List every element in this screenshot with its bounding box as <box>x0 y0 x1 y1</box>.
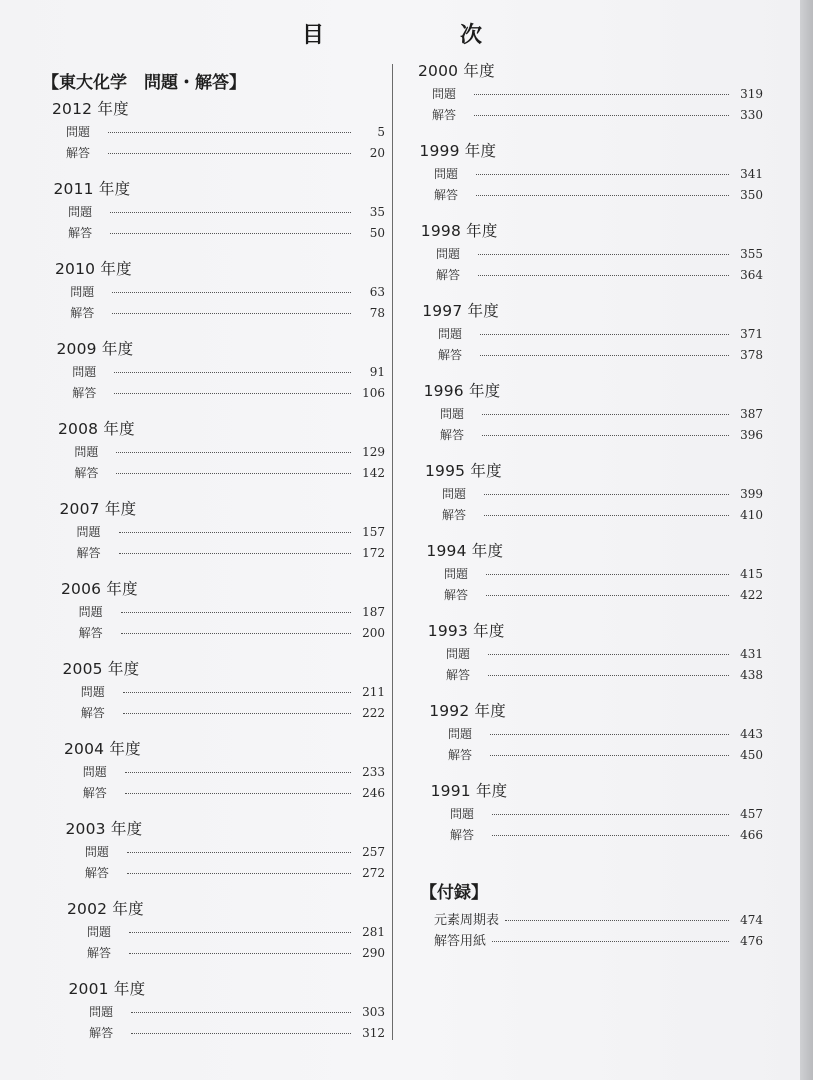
entry-label: 問題 <box>84 845 109 859</box>
year-block <box>426 540 763 606</box>
dot-leader <box>488 674 729 676</box>
year-title: 1995 年度 <box>425 462 502 480</box>
entry-label: 解答 <box>66 146 91 160</box>
dot-leader <box>478 274 729 276</box>
entry-page-number: 35 <box>369 205 385 219</box>
entry-page-number: 5 <box>377 125 385 139</box>
dot-leader <box>129 931 351 933</box>
entry-label: 問題 <box>76 525 101 539</box>
entry-label: 解答 <box>432 108 457 122</box>
entry-page-number: 355 <box>740 247 763 261</box>
dot-leader <box>484 493 729 495</box>
entry-label: 解答 <box>437 348 462 362</box>
dot-leader <box>112 312 351 314</box>
entry-page-number: 233 <box>362 765 385 779</box>
year-block <box>69 978 386 1044</box>
entry-page-number: 450 <box>740 748 763 762</box>
dot-leader <box>119 552 352 554</box>
toc-entry <box>70 303 385 324</box>
year-block <box>58 418 385 484</box>
year-block <box>419 140 763 206</box>
dot-leader <box>492 813 729 815</box>
entry-page-number: 319 <box>740 87 763 101</box>
entry-page-number: 303 <box>362 1005 385 1019</box>
year-block <box>63 658 386 724</box>
entry-label: 問題 <box>68 205 93 219</box>
year-block <box>431 780 763 846</box>
year-title: 1996 年度 <box>423 382 501 400</box>
year-block <box>54 178 386 244</box>
dot-leader <box>484 514 729 516</box>
entry-label: 解答用紙 <box>434 934 487 949</box>
entry-page-number: 290 <box>362 946 385 960</box>
year-block <box>66 818 386 884</box>
entry-label: 解答 <box>433 188 458 202</box>
column-divider <box>392 64 393 1040</box>
dot-leader <box>123 691 351 693</box>
year-title: 2009 年度 <box>56 340 134 358</box>
year-title: 2007 年度 <box>59 500 137 518</box>
toc-entry <box>434 164 763 185</box>
entry-label: 解答 <box>445 668 470 682</box>
entry-label: 問題 <box>89 1005 114 1019</box>
toc-entry <box>74 442 385 463</box>
entry-page-number: 129 <box>362 445 385 459</box>
year-block <box>428 620 763 686</box>
entry-page-number: 187 <box>362 605 385 619</box>
toc-entry <box>77 522 386 543</box>
entry-label: 解答 <box>68 226 93 240</box>
entry-label: 問題 <box>80 685 105 699</box>
entry-page-number: 410 <box>740 508 763 522</box>
toc-entry <box>440 404 763 425</box>
entry-label: 解答 <box>447 748 472 762</box>
entry-label: 問題 <box>70 285 95 299</box>
toc-left-column <box>40 70 385 1044</box>
dot-leader <box>114 392 351 394</box>
entry-label: 問題 <box>442 487 467 501</box>
section-header-appendix: 【付録】 <box>420 883 488 903</box>
entry-label: 問題 <box>82 765 107 779</box>
entry-page-number: 474 <box>740 913 763 927</box>
dot-leader <box>490 754 729 756</box>
toc-entry <box>448 745 763 766</box>
entry-page-number: 106 <box>362 386 385 400</box>
entry-label: 解答 <box>89 1026 114 1040</box>
toc-entry <box>432 105 763 126</box>
appendix-section <box>418 880 763 952</box>
dot-leader <box>125 771 351 773</box>
entry-label: 問題 <box>74 445 99 459</box>
year-block <box>421 220 763 286</box>
year-block <box>61 578 385 644</box>
year-title: 2010 年度 <box>55 260 132 278</box>
toc-entry <box>87 922 385 943</box>
year-title: 1997 年度 <box>422 302 499 320</box>
entry-page-number: 396 <box>740 428 763 442</box>
year-title: 1991 年度 <box>430 782 508 800</box>
dot-leader <box>108 152 351 154</box>
entry-label: 解答 <box>442 508 467 522</box>
dot-leader <box>490 733 729 735</box>
toc-entry <box>444 564 763 585</box>
entry-page-number: 281 <box>362 925 385 939</box>
dot-leader <box>116 451 351 453</box>
dot-leader <box>110 232 351 234</box>
toc-entry <box>442 484 763 505</box>
toc-entry <box>436 244 763 265</box>
toc-entry <box>68 223 385 244</box>
year-title: 2008 年度 <box>58 420 135 438</box>
section-header-exams: 【東大化学 問題・解答】 <box>42 73 246 93</box>
entry-label: 元素周期表 <box>434 913 500 928</box>
entry-page-number: 364 <box>740 268 763 282</box>
entry-label: 問題 <box>443 567 468 581</box>
dot-leader <box>480 354 729 356</box>
entry-label: 問題 <box>72 365 97 379</box>
year-title: 2012 年度 <box>52 100 129 118</box>
toc-entry <box>77 543 386 564</box>
toc-entry <box>442 505 763 526</box>
dot-leader <box>108 131 351 133</box>
entry-page-number: 20 <box>369 146 385 160</box>
toc-entry <box>89 1023 385 1044</box>
dot-leader <box>492 834 729 836</box>
entry-label: 解答 <box>84 866 109 880</box>
year-title: 2005 年度 <box>62 660 140 678</box>
entry-page-number: 312 <box>362 1026 385 1040</box>
dot-leader <box>125 792 351 794</box>
entry-page-number: 63 <box>369 285 385 299</box>
toc-entry <box>432 84 763 105</box>
year-block <box>425 460 763 526</box>
dot-leader <box>488 653 729 655</box>
appendix-entry-list <box>418 910 763 952</box>
toc-entry <box>79 623 385 644</box>
toc-entry <box>79 602 385 623</box>
dot-leader <box>476 194 729 196</box>
entry-page-number: 172 <box>362 546 385 560</box>
entry-page-number: 142 <box>362 466 385 480</box>
dot-leader <box>482 434 729 436</box>
entry-page-number: 246 <box>362 786 385 800</box>
dot-leader <box>505 919 729 921</box>
entry-page-number: 272 <box>362 866 385 880</box>
entry-page-number: 387 <box>740 407 763 421</box>
dot-leader <box>486 573 729 575</box>
entry-label: 解答 <box>82 786 107 800</box>
year-block <box>57 338 386 404</box>
dot-leader <box>127 851 351 853</box>
entry-page-number: 50 <box>369 226 385 240</box>
year-block <box>64 738 385 804</box>
year-title: 2002 年度 <box>67 900 144 918</box>
year-title: 2003 年度 <box>65 820 143 838</box>
entry-label: 解答 <box>87 946 112 960</box>
year-title: 2001 年度 <box>68 980 146 998</box>
dot-leader <box>121 611 351 613</box>
toc-entry <box>436 265 763 286</box>
year-block <box>60 498 386 564</box>
entry-page-number: 330 <box>740 108 763 122</box>
dot-leader <box>492 940 729 942</box>
toc-entry <box>70 282 385 303</box>
toc-entry <box>434 931 763 952</box>
toc-entry <box>66 143 385 164</box>
toc-right-column <box>418 60 763 952</box>
dot-leader <box>114 371 351 373</box>
page-edge-shadow <box>800 0 813 1080</box>
year-block <box>55 258 385 324</box>
toc-entry <box>438 345 763 366</box>
entry-page-number: 466 <box>740 828 763 842</box>
year-title: 1994 年度 <box>426 542 504 560</box>
toc-entry <box>81 703 385 724</box>
entry-label: 問題 <box>66 125 91 139</box>
year-block <box>424 380 763 446</box>
toc-entry <box>74 463 385 484</box>
entry-label: 解答 <box>435 268 460 282</box>
dot-leader <box>478 253 729 255</box>
toc-entry <box>83 783 385 804</box>
entry-page-number: 476 <box>740 934 763 948</box>
entry-label: 問題 <box>449 807 474 821</box>
dot-leader <box>129 952 351 954</box>
entry-page-number: 222 <box>362 706 385 720</box>
dot-leader <box>127 872 351 874</box>
year-title: 2006 年度 <box>61 580 138 598</box>
entry-page-number: 415 <box>740 567 763 581</box>
dot-leader <box>474 93 729 95</box>
toc-entry <box>85 842 385 863</box>
dot-leader <box>474 114 729 116</box>
year-title: 1993 年度 <box>427 622 505 640</box>
dot-leader <box>112 291 351 293</box>
toc-entry <box>444 585 763 606</box>
entry-label: 問題 <box>87 925 112 939</box>
dot-leader <box>123 712 351 714</box>
left-year-list <box>40 98 385 1044</box>
entry-label: 問題 <box>435 247 460 261</box>
year-title: 1998 年度 <box>420 222 498 240</box>
dot-leader <box>121 632 351 634</box>
year-title: 1999 年度 <box>419 142 497 160</box>
entry-page-number: 371 <box>740 327 763 341</box>
toc-entry <box>87 943 385 964</box>
toc-entry <box>438 324 763 345</box>
toc-title-char-2: 次 <box>460 23 483 48</box>
entry-label: 解答 <box>76 546 101 560</box>
toc-entry <box>434 910 763 931</box>
toc-entry <box>450 804 763 825</box>
entry-page-number: 422 <box>740 588 763 602</box>
year-block <box>52 98 385 164</box>
toc-entry <box>68 202 385 223</box>
entry-label: 解答 <box>443 588 468 602</box>
dot-leader <box>116 472 351 474</box>
entry-page-number: 211 <box>362 685 385 699</box>
toc-entry <box>72 362 385 383</box>
year-title: 2004 年度 <box>64 740 141 758</box>
entry-label: 問題 <box>437 327 462 341</box>
year-title: 2011 年度 <box>53 180 131 198</box>
toc-entry <box>448 724 763 745</box>
dot-leader <box>119 531 352 533</box>
dot-leader <box>131 1011 351 1013</box>
toc-entry <box>434 185 763 206</box>
toc-entry <box>83 762 385 783</box>
dot-leader <box>110 211 351 213</box>
entry-label: 解答 <box>439 428 464 442</box>
entry-page-number: 399 <box>740 487 763 501</box>
entry-label: 解答 <box>449 828 474 842</box>
year-block <box>418 60 763 126</box>
year-block <box>429 700 763 766</box>
toc-entry <box>72 383 385 404</box>
toc-entry <box>89 1002 385 1023</box>
toc-entry <box>85 863 385 884</box>
entry-label: 問題 <box>445 647 470 661</box>
entry-page-number: 350 <box>740 188 763 202</box>
entry-label: 問題 <box>433 167 458 181</box>
dot-leader <box>482 413 729 415</box>
dot-leader <box>486 594 729 596</box>
toc-entry <box>66 122 385 143</box>
entry-page-number: 341 <box>740 167 763 181</box>
entry-label: 問題 <box>447 727 472 741</box>
entry-page-number: 91 <box>369 365 385 379</box>
entry-label: 問題 <box>439 407 464 421</box>
dot-leader <box>476 173 729 175</box>
entry-label: 解答 <box>80 706 105 720</box>
entry-label: 解答 <box>70 306 95 320</box>
year-title: 1992 年度 <box>429 702 506 720</box>
toc-entry <box>81 682 385 703</box>
entry-page-number: 438 <box>740 668 763 682</box>
entry-label: 解答 <box>72 386 97 400</box>
right-year-list <box>418 60 763 846</box>
toc-entry <box>450 825 763 846</box>
entry-page-number: 200 <box>362 626 385 640</box>
toc-entry <box>446 644 763 665</box>
entry-page-number: 78 <box>369 306 385 320</box>
dot-leader <box>480 333 729 335</box>
entry-page-number: 157 <box>362 525 385 539</box>
toc-entry <box>446 665 763 686</box>
entry-label: 解答 <box>74 466 99 480</box>
entry-page-number: 443 <box>740 727 763 741</box>
entry-label: 問題 <box>432 87 457 101</box>
entry-label: 問題 <box>78 605 103 619</box>
year-block <box>67 898 385 964</box>
entry-page-number: 457 <box>740 807 763 821</box>
toc-entry <box>440 425 763 446</box>
dot-leader <box>131 1032 351 1034</box>
entry-page-number: 257 <box>362 845 385 859</box>
entry-page-number: 378 <box>740 348 763 362</box>
entry-label: 解答 <box>78 626 103 640</box>
year-block <box>422 300 763 366</box>
toc-title-char-1: 目 <box>302 23 325 48</box>
year-title: 2000 年度 <box>418 62 495 80</box>
entry-page-number: 431 <box>740 647 763 661</box>
